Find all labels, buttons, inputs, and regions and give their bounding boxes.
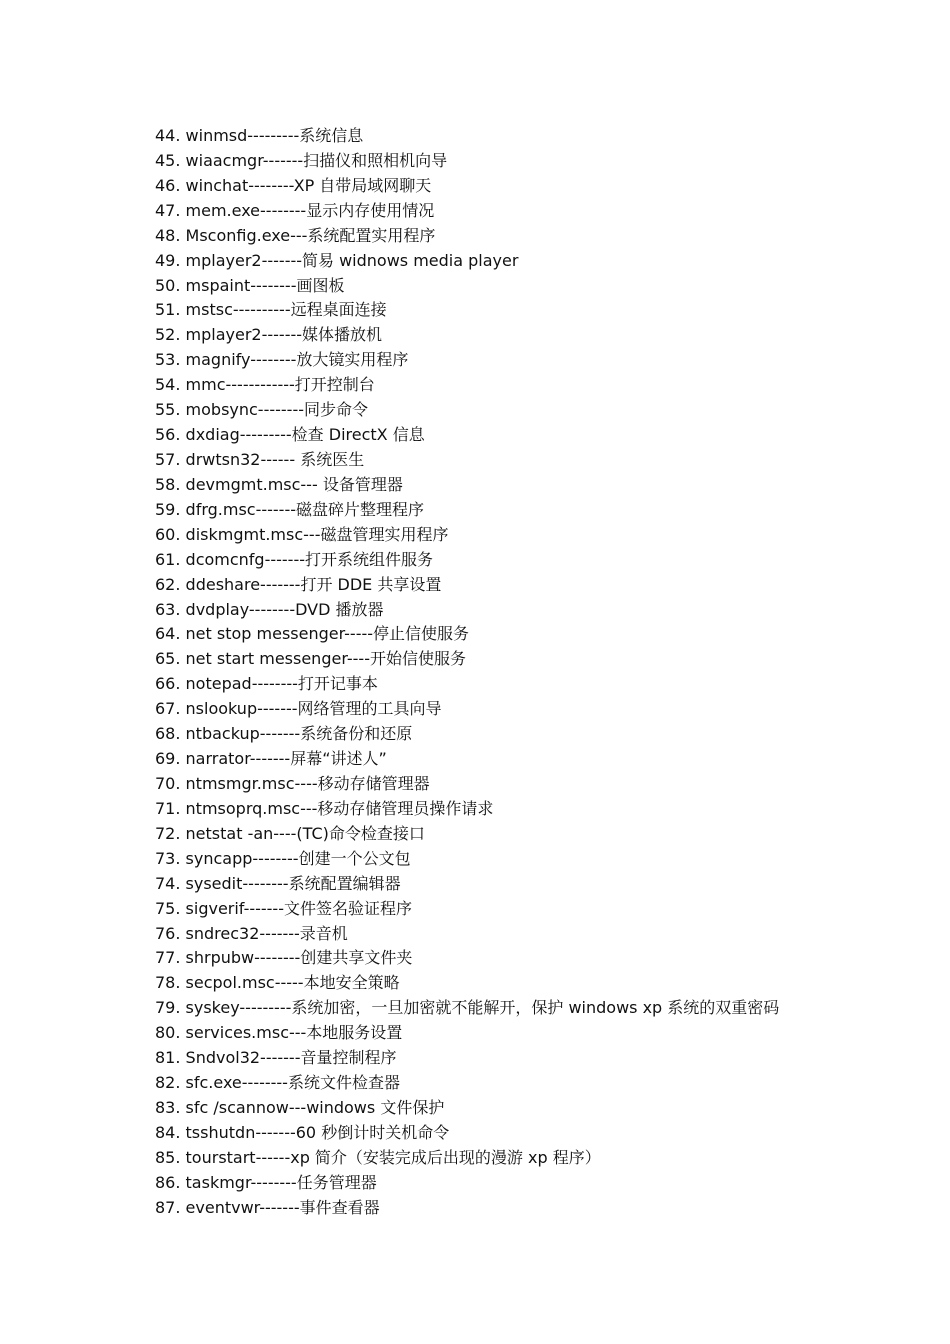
- list-item: 67. nslookup-------网络管理的工具向导: [155, 699, 442, 719]
- list-item: 69. narrator-------屏幕“讲述人”: [155, 749, 387, 769]
- list-item: 45. wiaacmgr-------扫描仪和照相机向导: [155, 150, 448, 170]
- list-item: 82. sfc.exe--------系统文件检查器: [155, 1073, 400, 1093]
- list-item: 77. shrpubw--------创建共享文件夹: [155, 948, 413, 968]
- list-item: 47. mem.exe--------显示内存使用情况: [155, 200, 435, 220]
- list-item: 76. sndrec32-------录音机: [155, 923, 348, 943]
- list-item: 49. mplayer2-------简易 widnows media player: [155, 250, 519, 270]
- list-item: 46. winchat--------XP 自带局域网聊天: [155, 175, 432, 195]
- list-item: 55. mobsync--------同步命令: [155, 400, 368, 420]
- list-item: 51. mstsc----------远程桌面连接: [155, 300, 387, 320]
- list-item: 81. Sndvol32-------音量控制程序: [155, 1048, 397, 1068]
- list-item: 48. Msconfig.exe---系统配置实用程序: [155, 225, 436, 245]
- list-item: 74. sysedit--------系统配置编辑器: [155, 873, 401, 893]
- list-item: 70. ntmsmgr.msc----移动存储管理器: [155, 773, 430, 793]
- list-item: 86. taskmgr--------任务管理器: [155, 1172, 377, 1192]
- list-item: 54. mmc------------打开控制台: [155, 375, 375, 395]
- list-item: 75. sigverif-------文件签名验证程序: [155, 898, 412, 918]
- list-item: 58. devmgmt.msc--- 设备管理器: [155, 474, 403, 494]
- list-item: 65. net start messenger----开始信使服务: [155, 649, 466, 669]
- list-item: 78. secpol.msc-----本地安全策略: [155, 973, 400, 993]
- list-item: 61. dcomcnfg-------打开系统组件服务: [155, 549, 434, 569]
- list-item: 64. net stop messenger-----停止信使服务: [155, 624, 470, 644]
- list-item: 83. sfc /scannow---windows 文件保护: [155, 1097, 445, 1117]
- list-item: 53. magnify--------放大镜实用程序: [155, 350, 409, 370]
- list-item: 50. mspaint--------画图板: [155, 275, 345, 295]
- list-item: 57. drwtsn32------ 系统医生: [155, 449, 365, 469]
- list-item: 87. eventvwr-------事件查看器: [155, 1197, 380, 1217]
- list-item: 60. diskmgmt.msc---磁盘管理实用程序: [155, 524, 449, 544]
- list-item: 59. dfrg.msc-------磁盘碎片整理程序: [155, 499, 424, 519]
- list-item: 72. netstat -an----(TC)命令检查接口: [155, 823, 425, 843]
- list-item: 79. syskey---------系统加密，一旦加密就不能解开，保护 windows xp 系统的双重密码: [155, 998, 780, 1018]
- list-item: 62. ddeshare-------打开 DDE 共享设置: [155, 574, 442, 594]
- list-item: 73. syncapp--------创建一个公文包: [155, 848, 411, 868]
- list-item: 84. tsshutdn-------60 秒倒计时关机命令: [155, 1122, 450, 1142]
- list-item: 66. notepad--------打开记事本: [155, 674, 378, 694]
- command-list: [155, 124, 779, 1221]
- list-item: 68. ntbackup-------系统备份和还原: [155, 724, 413, 744]
- list-item: 80. services.msc---本地服务设置: [155, 1023, 403, 1043]
- list-item: 44. winmsd---------系统信息: [155, 126, 364, 145]
- list-item: 71. ntmsoprq.msc---移动存储管理员操作请求: [155, 798, 494, 818]
- list-item: 85. tourstart------xp 简介（安装完成后出现的漫游 xp 程序）: [155, 1147, 601, 1167]
- list-item: 56. dxdiag---------检查 DirectX 信息: [155, 425, 425, 445]
- list-item: 63. dvdplay--------DVD 播放器: [155, 599, 384, 619]
- list-item: 52. mplayer2-------媒体播放机: [155, 325, 383, 345]
